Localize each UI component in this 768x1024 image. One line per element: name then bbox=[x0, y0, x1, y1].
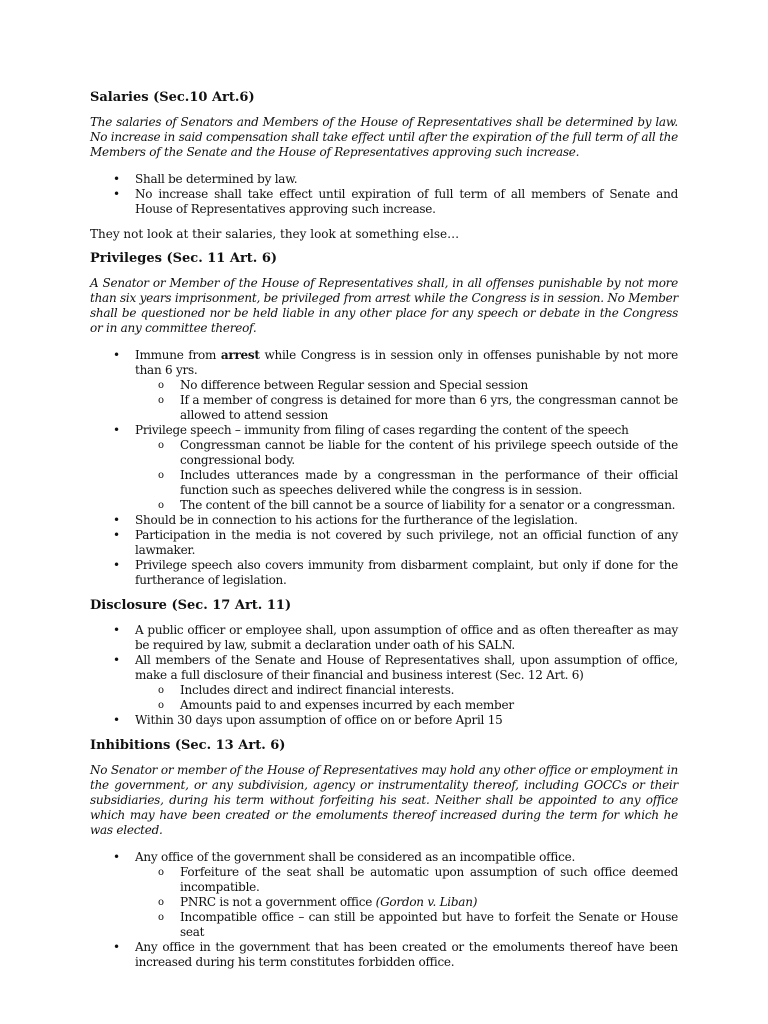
text-run: All members of the Senate and House of Representatives shall, upon assumption of office, make a full disclosure of their financial and business interest (Sec. 12 Art. 6) bbox=[135, 653, 678, 682]
disclosure-bullet-list bbox=[90, 623, 678, 728]
sub-list-item: o The content of the bill cannot be a source of liability for a senator or a congressman. bbox=[135, 498, 678, 513]
sub-list-item: o Includes utterances made by a congressman in the performance of their official function such as speeches delivered while the congress is in session. bbox=[135, 468, 678, 498]
text-run: PNRC is not a government office bbox=[180, 895, 376, 909]
salaries-bullet-list bbox=[90, 172, 678, 217]
list-item bbox=[90, 850, 678, 940]
sub-list-item: o Includes direct and indirect financial interests. bbox=[135, 683, 678, 698]
list-item: • A public officer or employee shall, upon assumption of office and as often thereafter as may be required by law, submit a declaration under oath of his SALN. bbox=[90, 623, 678, 653]
list-item bbox=[90, 423, 678, 513]
disclosure-heading: Disclosure (Sec. 17 Art. 11) bbox=[90, 598, 292, 613]
sub-bullet-list bbox=[135, 438, 678, 513]
sub-list-item: o Congressman cannot be liable for the content of his privilege speech outside of the congressional body. bbox=[135, 438, 678, 468]
list-item bbox=[90, 348, 678, 423]
inhibitions-heading: Inhibitions (Sec. 13 Art. 6) bbox=[90, 738, 286, 753]
list-item: • Should be in connection to his actions for the furtherance of the legislation. bbox=[90, 513, 678, 528]
list-item: • No increase shall take effect until expiration of full term of all members of Senate and House of Representatives approving such increase. bbox=[90, 187, 678, 217]
sub-list-item: o Incompatible office – can still be appointed but have to forfeit the Senate or House seat bbox=[135, 910, 678, 940]
text-run: while Congress is in session only in offenses punishable by not more than 6 yrs. bbox=[135, 348, 679, 377]
salaries-provision-text: The salaries of Senators and Members of the House of Representatives shall be determined by law. No increase in said compensation shall take effect until after the expiration of the full term of all the Members of the Senate and the House of Representatives approving such increase. bbox=[90, 115, 678, 159]
sub-list-item: o Forfeiture of the seat shall be automatic upon assumption of such office deemed incompatible. bbox=[135, 865, 678, 895]
sub-bullet-list bbox=[135, 683, 678, 713]
list-item: • Privilege speech also covers immunity from disbarment complaint, but only if done for the furtherance of legislation. bbox=[90, 558, 678, 588]
list-item: • Participation in the media is not covered by such privilege, not an official function of any lawmaker. bbox=[90, 528, 678, 558]
salaries-heading: Salaries (Sec.10 Art.6) bbox=[90, 90, 255, 105]
list-item: • Shall be determined by law. bbox=[90, 172, 678, 187]
inhibitions-provision-text: No Senator or member of the House of Representatives may hold any other office or employment in the government, or any subdivision, agency or instrumentality thereof, including GOCCs or their subsidiaries, during his term without forfeiting his seat. Neither shall be appointed to any office which may have been created or the emoluments thereof increased during the term for which he was elected. bbox=[90, 763, 678, 837]
inhibitions-bullet-list bbox=[90, 850, 678, 970]
sub-list-item: o No difference between Regular session and Special session bbox=[135, 378, 678, 393]
sub-list-item bbox=[135, 895, 678, 910]
text-run: Immune from bbox=[135, 348, 221, 362]
privileges-provision-text: A Senator or Member of the House of Representatives shall, in all offenses punishable by not more than six years imprisonment, be privileged from arrest while the Congress is in session. No Member shall be questioned nor be held liable in any other place for any speech or debate in the Congress or in any committee thereof. bbox=[90, 276, 678, 335]
privileges-bullet-list bbox=[90, 348, 678, 588]
sub-list-item: o If a member of congress is detained for more than 6 yrs, the congressman cannot be allowed to attend session bbox=[135, 393, 678, 423]
list-item: • Any office in the government that has been created or the emoluments thereof have been increased during his term constitutes forbidden office. bbox=[90, 940, 678, 970]
sub-list-item: o Amounts paid to and expenses incurred by each member bbox=[135, 698, 678, 713]
sub-bullet-list bbox=[135, 378, 678, 423]
case-citation: (Gordon v. Liban) bbox=[375, 895, 478, 909]
bold-term-arrest: arrest bbox=[220, 348, 260, 362]
privileges-heading: Privileges (Sec. 11 Art. 6) bbox=[90, 251, 278, 266]
sub-bullet-list bbox=[135, 865, 678, 940]
list-item bbox=[90, 653, 678, 713]
list-item: • Within 30 days upon assumption of office on or before April 15 bbox=[90, 713, 678, 728]
text-run: Privilege speech – immunity from filing of cases regarding the content of the speech bbox=[135, 423, 629, 437]
text-run: Any office of the government shall be considered as an incompatible office. bbox=[135, 850, 576, 864]
salaries-note: They not look at their salaries, they look at something else… bbox=[90, 227, 460, 241]
